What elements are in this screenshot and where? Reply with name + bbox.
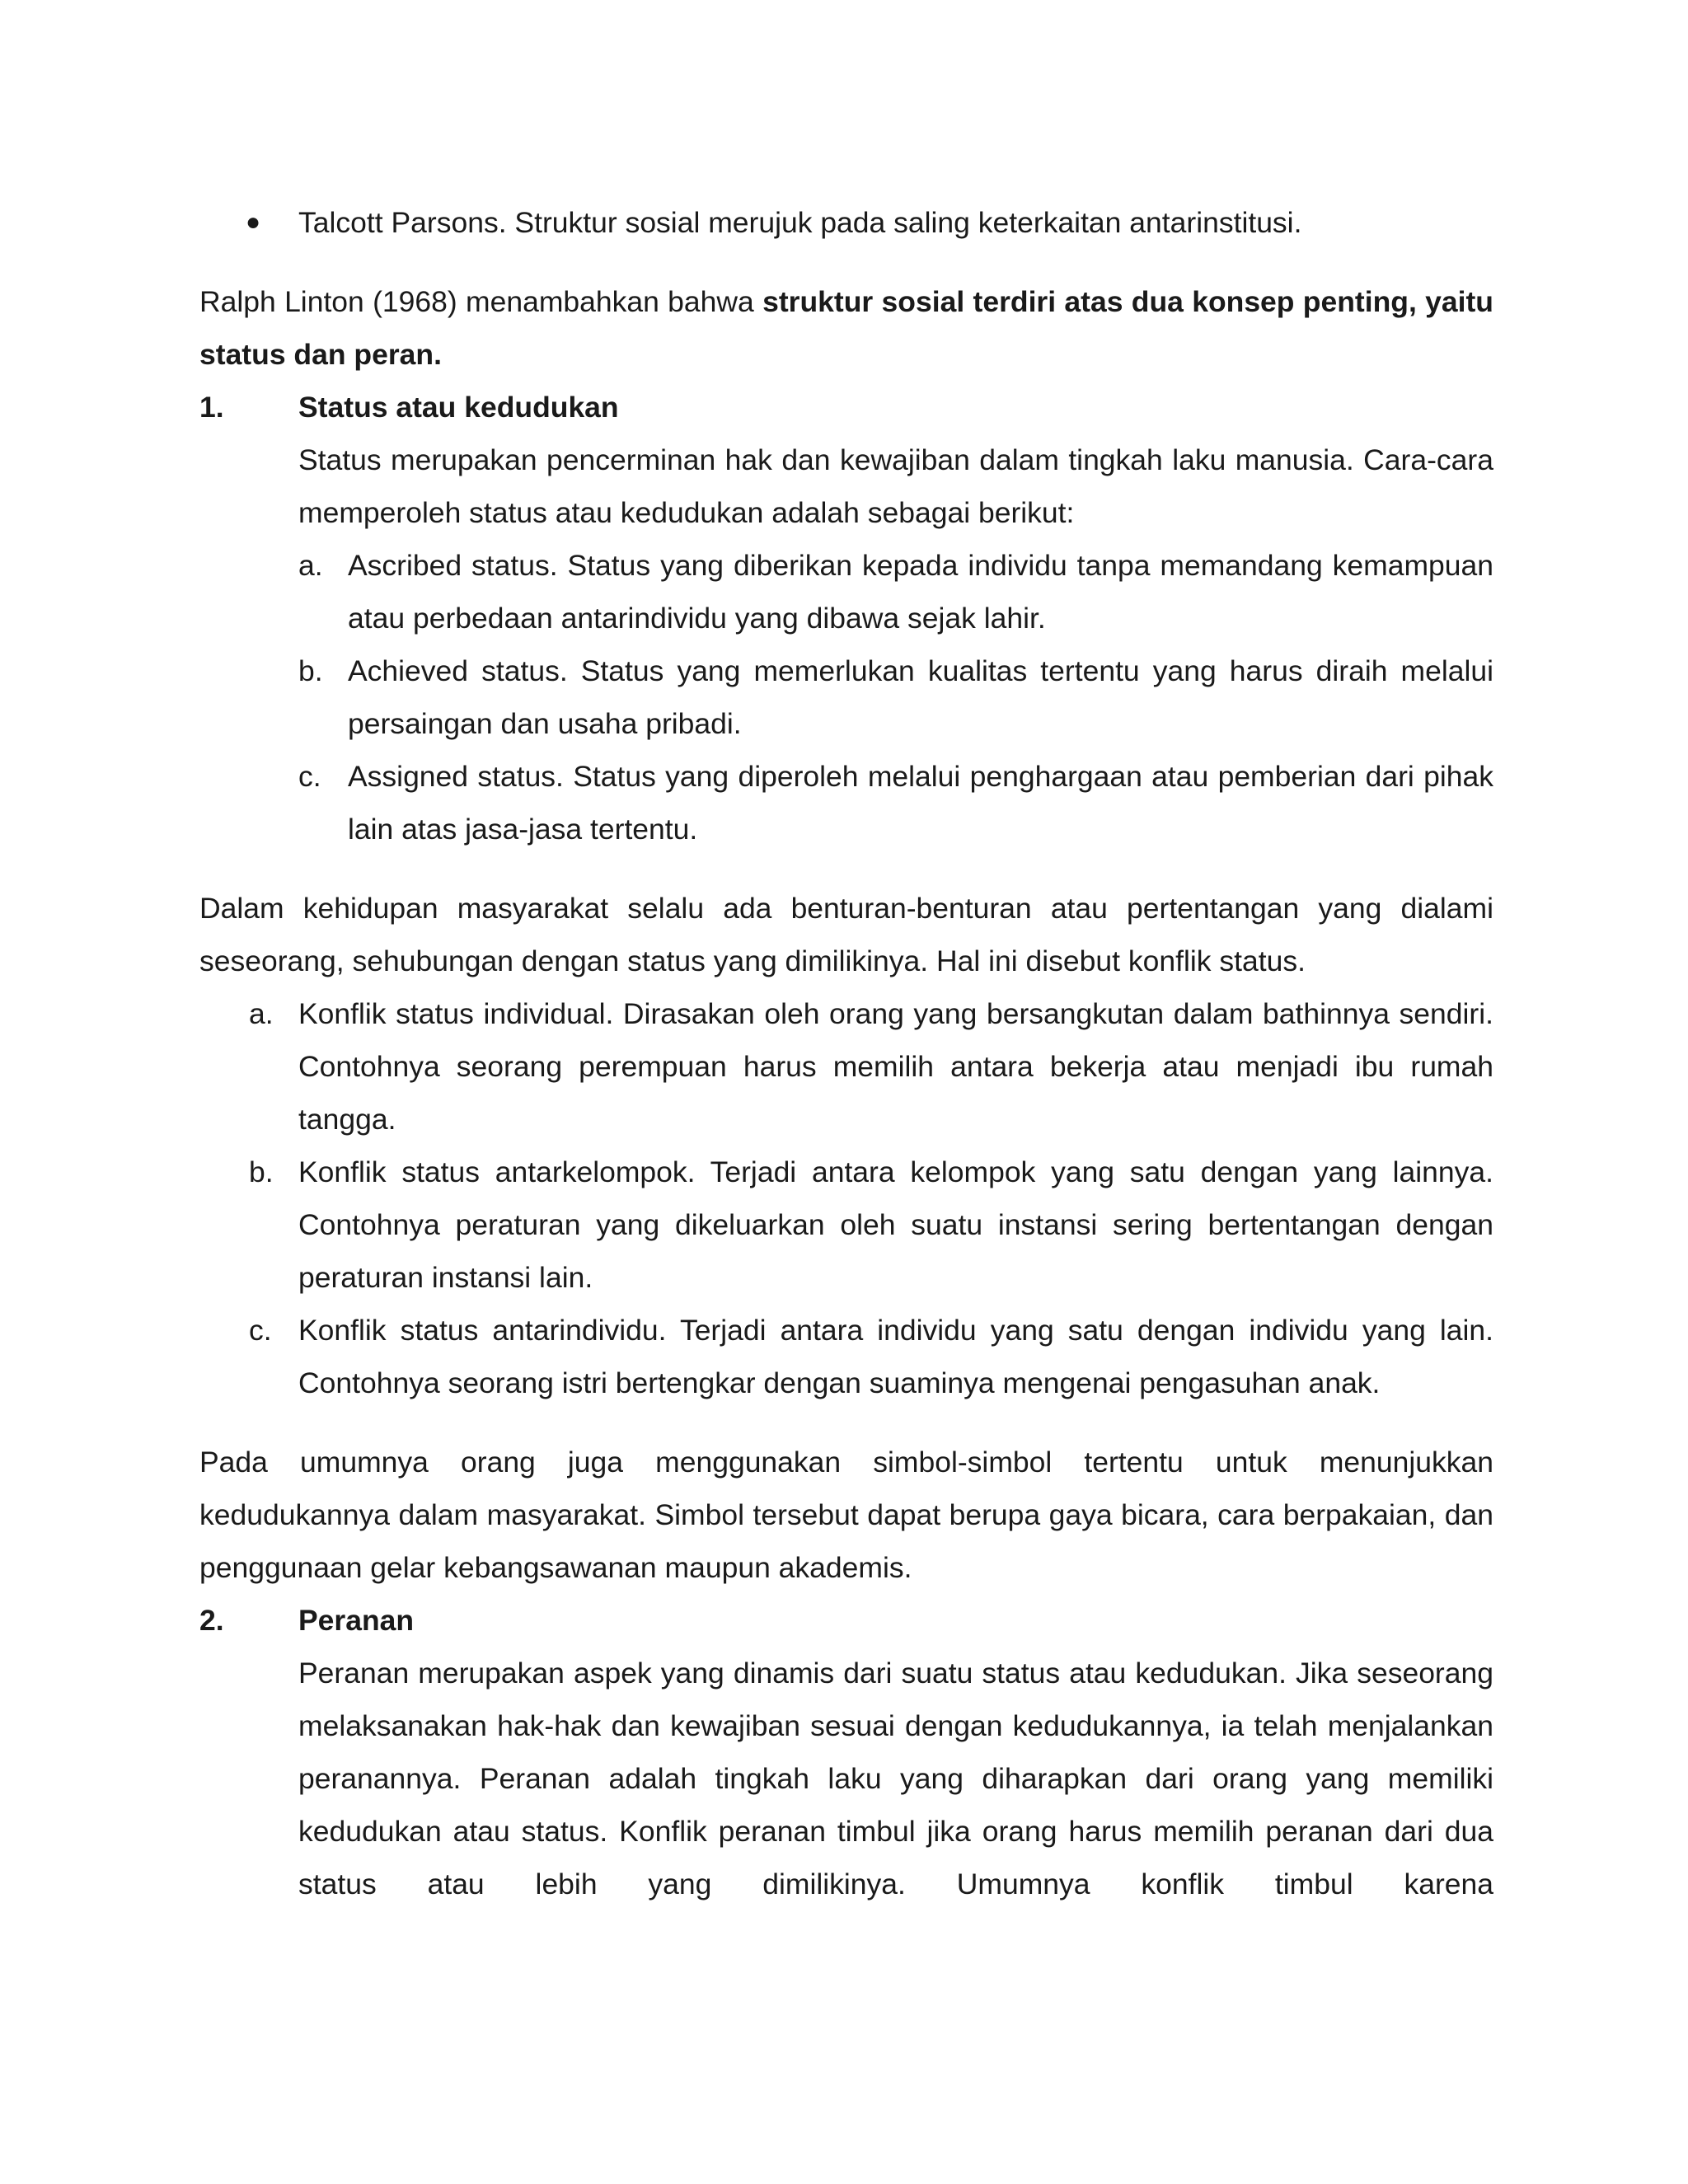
bullet-list-item	[199, 196, 1493, 249]
list-letter: b.	[249, 1155, 274, 1188]
list-item-text: Ascribed status. Status yang diberikan kepada individu tanpa memandang kemampuan atau perbedaan antarindividu yang dibawa sejak lahir.	[348, 549, 1493, 635]
list-item-konflik-antarindividu	[199, 1304, 1493, 1409]
spacer	[199, 1409, 1493, 1436]
list-item-text: Konflik status individual. Dirasakan oleh orang yang bersangkutan dalam bathinnya sendiri. Contohnya seorang perempuan harus memilih antara bekerja atau menjadi ibu rumah tangga.	[298, 997, 1493, 1136]
section-status-body: Status merupakan pencerminan hak dan kewajiban dalam tingkah laku manusia. Cara-cara memperoleh status atau kedudukan adalah sebagai berikut:	[298, 443, 1493, 529]
section-title: Peranan	[298, 1604, 415, 1637]
section-heading-status	[199, 381, 1493, 434]
paragraph-linton-bold: struktur sosial terdiri atas dua konsep penting, yaitu status dan peran.	[199, 285, 1493, 371]
list-letter: b.	[298, 654, 323, 687]
list-item-achieved	[199, 644, 1493, 750]
section-peranan-body: Peranan merupakan aspek yang dinamis dari suatu status atau kedudukan. Jika seseorang melaksanakan hak-hak dan kewajiban sesuai dengan kedudukannya, ia telah menjalankan peranannya. Peranan adalah tingkah laku yang diharapkan dari orang yang memiliki kedudukan atau status. Konflik peranan timbul jika orang harus memilih peranan dari dua status atau lebih yang dimilikinya. Umumnya konflik timbul karena	[298, 1657, 1493, 1900]
paragraph-linton	[199, 275, 1493, 381]
section-number: 1.	[199, 391, 224, 424]
list-item-text: Konflik status antarindividu. Terjadi antara individu yang satu dengan individu yang lain. Contohnya seorang istri bertengkar dengan suaminya mengenai pengasuhan anak.	[298, 1314, 1493, 1399]
document-page	[199, 196, 1493, 1910]
list-item-konflik-antarkelompok	[199, 1146, 1493, 1304]
list-item-text: Achieved status. Status yang memerlukan kualitas tertentu yang harus diraih melalui persaingan dan usaha pribadi.	[348, 654, 1493, 740]
list-letter: a.	[249, 997, 274, 1030]
list-item-konflik-individual	[199, 987, 1493, 1146]
list-letter: a.	[298, 549, 323, 582]
paragraph-simbol: Pada umumnya orang juga menggunakan simbol-simbol tertentu untuk menunjukkan kedudukannya dalam masyarakat. Simbol tersebut dapat berupa gaya bicara, cara berpakaian, dan penggunaan gelar kebangsawanan maupun akademis.	[199, 1446, 1493, 1584]
section-heading-peranan	[199, 1594, 1493, 1647]
bullet-icon: ●	[246, 209, 261, 236]
list-letter: c.	[249, 1314, 272, 1347]
list-item-assigned	[199, 750, 1493, 855]
list-item-text: Konflik status antarkelompok. Terjadi antara kelompok yang satu dengan yang lainnya. Contohnya peraturan yang dikeluarkan oleh suatu instansi sering bertentangan dengan peraturan instansi lain.	[298, 1155, 1493, 1294]
paragraph-linton-lead: Ralph Linton (1968) menambahkan bahwa	[199, 285, 763, 318]
list-item-ascribed	[199, 539, 1493, 644]
section-number: 2.	[199, 1604, 224, 1637]
section-title: Status atau kedudukan	[298, 391, 619, 424]
paragraph-konflik: Dalam kehidupan masyarakat selalu ada benturan-benturan atau pertentangan yang dialami seseorang, sehubungan dengan status yang dimilikinya. Hal ini disebut konflik status.	[199, 892, 1493, 977]
spacer	[199, 249, 1493, 275]
bullet-text: Talcott Parsons. Struktur sosial merujuk pada saling keterkaitan antarinstitusi.	[298, 206, 1302, 239]
list-letter: c.	[298, 760, 321, 793]
spacer	[199, 855, 1493, 882]
list-item-text: Assigned status. Status yang diperoleh melalui penghargaan atau pemberian dari pihak lain atas jasa-jasa tertentu.	[348, 760, 1493, 846]
